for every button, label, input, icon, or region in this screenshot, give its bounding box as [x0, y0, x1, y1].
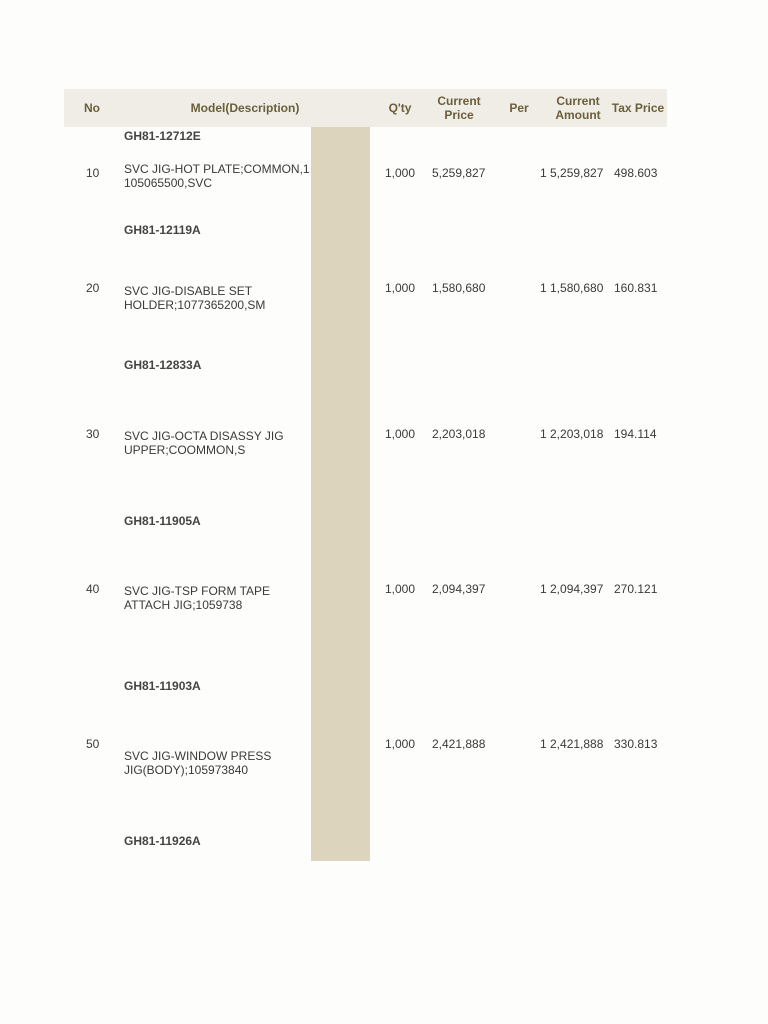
part-code: GH81-12833A [124, 358, 202, 372]
header-current-price: Current Price [437, 94, 481, 122]
row-current-amount: 1 2,203,018 [540, 427, 604, 441]
row-current-amount: 1 2,421,888 [540, 737, 604, 751]
row-current-amount: 1 5,259,827 [540, 166, 604, 180]
row-tax-price: 270.121 [614, 582, 658, 596]
header-model: Model(Description) [190, 101, 300, 115]
row-no: 20 [86, 281, 100, 295]
row-tax-price: 194.114 [614, 427, 657, 441]
row-tax-price: 330.813 [614, 737, 658, 751]
row-description: SVC JIG-DISABLE SET HOLDER;1077365200,SM [124, 284, 266, 312]
row-qty: 1,000 [385, 737, 416, 751]
row-no: 30 [86, 427, 100, 441]
row-no: 10 [86, 166, 100, 180]
row-qty: 1,000 [385, 281, 416, 295]
row-current-price: 2,421,888 [432, 737, 486, 751]
row-current-price: 2,094,397 [432, 582, 486, 596]
row-description: SVC JIG-WINDOW PRESS JIG(BODY);105973840 [124, 749, 272, 777]
row-qty: 1,000 [385, 166, 416, 180]
row-current-price: 2,203,018 [432, 427, 486, 441]
part-code: GH81-12119A [124, 223, 201, 237]
row-tax-price: 160.831 [614, 281, 658, 295]
part-code: GH81-12712E [124, 129, 201, 143]
part-code: GH81-11905A [124, 514, 201, 528]
row-current-price: 5,259,827 [432, 166, 486, 180]
header-current-amount: Current Amount [555, 94, 601, 122]
row-description: SVC JIG-TSP FORM TAPE ATTACH JIG;1059738 [124, 584, 271, 612]
row-no: 50 [86, 737, 100, 751]
row-no: 40 [86, 582, 100, 596]
part-code: GH81-11903A [124, 679, 201, 693]
header-no: No [84, 101, 100, 115]
header-tax-price: Tax Price [611, 101, 665, 115]
row-qty: 1,000 [385, 582, 416, 596]
row-qty: 1,000 [385, 427, 416, 441]
row-current-amount: 1 2,094,397 [540, 582, 604, 596]
row-description: SVC JIG-OCTA DISASSY JIG UPPER;COOMMON,S [124, 429, 284, 457]
part-code: GH81-11926A [124, 834, 201, 848]
shaded-column [311, 127, 370, 861]
row-current-amount: 1 1,580,680 [540, 281, 604, 295]
row-description: SVC JIG-HOT PLATE;COMMON,1105065500,SVC [124, 162, 310, 190]
header-qty: Q'ty [388, 101, 412, 115]
row-current-price: 1,580,680 [432, 281, 486, 295]
header-per: Per [509, 101, 529, 115]
row-tax-price: 498.603 [614, 166, 658, 180]
